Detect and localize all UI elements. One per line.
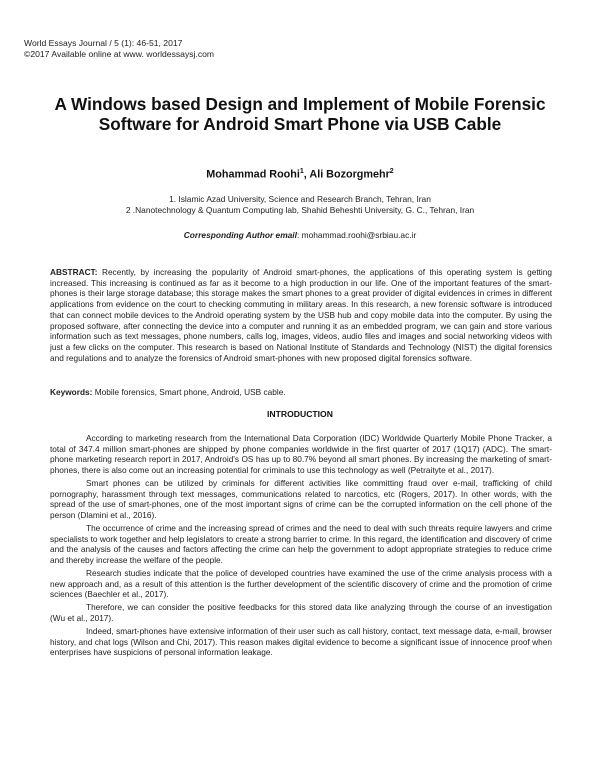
body-paragraph: The occurrence of crime and the increasing spread of crimes and the need to deal with such threats require lawyers and crime specialists to work together and help legislators to create a strong barrier to crime. In this regard, the identification and discovery of crime and the analysis of the causes and factors affecting the crime can help the government to adopt appropriate strategies to reduce crime and thereby increase the welfare of the people.	[50, 523, 552, 566]
abstract-label: ABSTRACT:	[50, 267, 98, 277]
author-separator: ,	[303, 168, 310, 181]
journal-citation: World Essays Journal / 5 (1): 46-51, 2017	[24, 38, 183, 48]
body-paragraph: Research studies indicate that the police of developed countries have examined the use of the crime analysis process with a new approach and, as a result of this attention is the further development of the scientific discovery of crime and the promotion of crime sciences (Baechler et al., 2017).	[50, 568, 552, 600]
author-name: Ali Bozorgmehr	[309, 168, 390, 181]
keywords	[50, 387, 552, 398]
corresponding-label: Corresponding Author email	[183, 230, 297, 240]
section-heading: INTRODUCTION	[267, 409, 333, 419]
journal-availability: ©2017 Available online at www. worldessaysj.com	[24, 49, 215, 59]
journal-header	[24, 38, 214, 60]
body-paragraph: According to marketing research from the International Data Corporation (IDC) Worldwide Quarterly Mobile Phone Tracker, a total of 347.4 million smart-phones are shipped by phone companies worldwide in the first quarter of 2017 (1Q17) (ADC). The smart-phone marketing research report in 2017, Android's OS has up to 80.7% beyond all smart phones. By increasing the marketing of smart-phones, there is also come out an increasing potential for criminals to use this technology as well (Petraityte et al., 2017).	[50, 433, 552, 476]
corresponding-author	[0, 230, 600, 240]
introduction-body	[50, 433, 552, 660]
author-line	[0, 168, 600, 181]
body-paragraph: Indeed, smart-phones have extensive information of their user such as call history, contact, text message data, e-mail, browser history, and chat logs (Wilson and Chi, 2017). This reason makes digital evidence to become a significant issue of innocence proof when enterprises have suspicions of personal information leakage.	[50, 625, 552, 658]
keywords-label: Keywords:	[50, 387, 93, 397]
abstract-text: Recently, by increasing the popularity of Android smart-phones, the applications of this operating system is getting increased. This increasing is continued as far as it become to a high production in our life. One of the important features of the smart-phones is their large storage database; this storage makes the smart phones to a great provider of digital evidences in crimes in different applications from evidence on the court to checking commuting in military areas. In this research, a new forensic software is introduced that can connect mobile devices to the Android operating system by the USB hub and copy mobile data into the computer. By using the proposed software, after connecting the device into a computer and running it as an embedded program, we can gain and store various information such as text messages, phone numbers, calls log, images, videos, audio files and images and social networking videos with just a few clicks on the computer. This research is based on National Institute of Standards and Technology (NIST) the digital forensics and regulations and to analyze the forensics of Android smart-phones with new proposed digital forensics software.	[50, 267, 552, 363]
affiliations	[0, 194, 600, 216]
affiliation-line: 2 .Nanotechnology & Quantum Computing lab, Shahid Beheshti University, G. C., Tehran, Iran	[125, 205, 475, 215]
author-affiliation-mark: 2	[389, 168, 394, 175]
author-name: Mohammad Roohi	[206, 168, 300, 181]
paper-title: A Windows based Design and Implement of Mobile Forensic Software for Android Smart Phone via USB Cable	[54, 94, 546, 134]
abstract	[50, 267, 552, 363]
keywords-text: Mobile forensics, Smart phone, Android, USB cable.	[94, 387, 286, 397]
body-paragraph: Smart phones can be utilized by criminals for different activities like committing fraud over e-mail, trafficking of child pornography, harassment through text messages, communications related to narcotics, etc (Rogers, 2017). In other words, with the spread of the use of smart-phones, one of the most important signs of crime can be the corrupted information on the cell phone of the person (Dlamini et al., 2016).	[50, 478, 552, 521]
author-affiliation-mark: 1	[299, 168, 304, 175]
body-paragraph: Therefore, we can consider the positive feedbacks for this stored data like analyzing through the course of an investigation (Wu et al., 2017).	[50, 602, 552, 623]
corresponding-email: : mohammad.roohi@srbiau.ac.ir	[296, 230, 417, 240]
affiliation-line: 1. Islamic Azad University, Science and Research Branch, Tehran, Iran	[169, 194, 431, 204]
